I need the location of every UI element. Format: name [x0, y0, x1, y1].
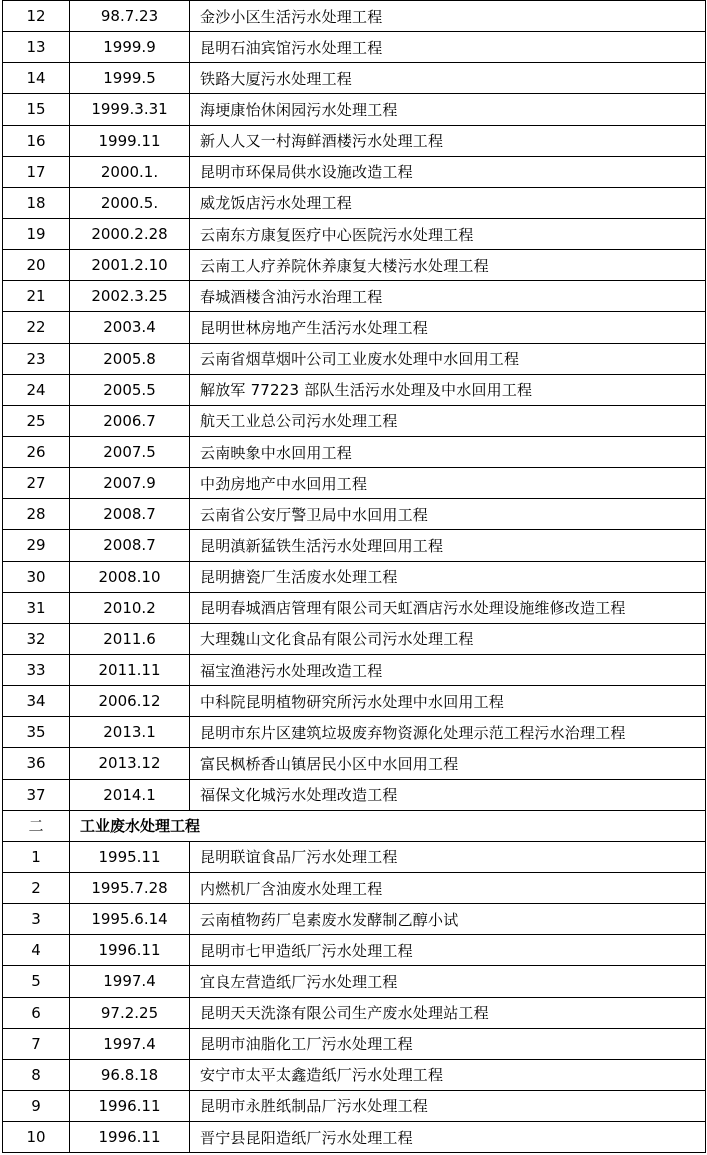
row-date: 1999.3.31 — [70, 94, 190, 125]
table-row — [3, 94, 706, 125]
row-date: 1997.4 — [70, 1028, 190, 1059]
row-number: 2 — [3, 872, 70, 903]
row-number: 36 — [3, 748, 70, 779]
table-row — [3, 872, 706, 903]
row-number: 19 — [3, 218, 70, 249]
row-date: 2006.12 — [70, 686, 190, 717]
row-project-name: 云南映象中水回用工程 — [190, 436, 706, 467]
row-project-name: 新人人又一村海鲜酒楼污水处理工程 — [190, 125, 706, 156]
row-project-name: 宜良左营造纸厂污水处理工程 — [190, 966, 706, 997]
row-date: 2003.4 — [70, 312, 190, 343]
table-row — [3, 530, 706, 561]
row-date: 2000.5. — [70, 187, 190, 218]
table-row — [3, 312, 706, 343]
row-date: 2014.1 — [70, 779, 190, 810]
row-number: 31 — [3, 592, 70, 623]
row-number: 25 — [3, 405, 70, 436]
row-project-name: 晋宁县昆阳造纸厂污水处理工程 — [190, 1122, 706, 1153]
row-project-name: 昆明搪瓷厂生活废水处理工程 — [190, 561, 706, 592]
section-title: 工业废水处理工程 — [70, 810, 706, 841]
row-number: 24 — [3, 374, 70, 405]
row-date: 1995.7.28 — [70, 872, 190, 903]
row-project-name: 春城酒楼含油污水治理工程 — [190, 281, 706, 312]
table-row — [3, 281, 706, 312]
row-project-name: 解放军 77223 部队生活污水处理及中水回用工程 — [190, 374, 706, 405]
row-number: 12 — [3, 1, 70, 32]
row-number: 9 — [3, 1090, 70, 1121]
row-number: 8 — [3, 1059, 70, 1090]
table-row — [3, 125, 706, 156]
row-number: 32 — [3, 623, 70, 654]
row-date: 1999.5 — [70, 63, 190, 94]
row-project-name: 金沙小区生活污水处理工程 — [190, 1, 706, 32]
row-date: 2008.7 — [70, 499, 190, 530]
row-date: 2011.6 — [70, 623, 190, 654]
row-date: 1996.11 — [70, 935, 190, 966]
row-project-name: 昆明春城酒店管理有限公司天虹酒店污水处理设施维修改造工程 — [190, 592, 706, 623]
table-row — [3, 623, 706, 654]
table-row — [3, 218, 706, 249]
row-project-name: 福保文化城污水处理改造工程 — [190, 779, 706, 810]
row-date: 1996.11 — [70, 1090, 190, 1121]
row-project-name: 航天工业总公司污水处理工程 — [190, 405, 706, 436]
row-project-name: 昆明天天洗涤有限公司生产废水处理站工程 — [190, 997, 706, 1028]
row-date: 2008.7 — [70, 530, 190, 561]
table-row — [3, 499, 706, 530]
row-project-name: 昆明联谊食品厂污水处理工程 — [190, 841, 706, 872]
project-table-body — [3, 1, 706, 1153]
table-row — [3, 32, 706, 63]
table-row — [3, 1122, 706, 1153]
row-project-name: 云南工人疗养院休养康复大楼污水处理工程 — [190, 250, 706, 281]
row-number: 35 — [3, 717, 70, 748]
table-row — [3, 841, 706, 872]
table-row — [3, 686, 706, 717]
row-date: 96.8.18 — [70, 1059, 190, 1090]
row-project-name: 昆明市七甲造纸厂污水处理工程 — [190, 935, 706, 966]
table-row — [3, 63, 706, 94]
row-date: 2000.1. — [70, 156, 190, 187]
row-date: 2000.2.28 — [70, 218, 190, 249]
row-number: 26 — [3, 436, 70, 467]
row-project-name: 中科院昆明植物研究所污水处理中水回用工程 — [190, 686, 706, 717]
section-number: 二 — [3, 810, 70, 841]
row-project-name: 昆明市油脂化工厂污水处理工程 — [190, 1028, 706, 1059]
row-number: 18 — [3, 187, 70, 218]
row-date: 2002.3.25 — [70, 281, 190, 312]
row-number: 15 — [3, 94, 70, 125]
row-date: 1997.4 — [70, 966, 190, 997]
row-date: 2007.9 — [70, 468, 190, 499]
row-date: 2013.12 — [70, 748, 190, 779]
row-number: 6 — [3, 997, 70, 1028]
row-number: 29 — [3, 530, 70, 561]
row-date: 2006.7 — [70, 405, 190, 436]
table-row — [3, 561, 706, 592]
row-date: 1996.11 — [70, 1122, 190, 1153]
row-project-name: 安宁市太平太鑫造纸厂污水处理工程 — [190, 1059, 706, 1090]
row-number: 37 — [3, 779, 70, 810]
row-date: 2011.11 — [70, 654, 190, 685]
row-project-name: 富民枫桥香山镇居民小区中水回用工程 — [190, 748, 706, 779]
row-number: 34 — [3, 686, 70, 717]
row-number: 16 — [3, 125, 70, 156]
row-number: 28 — [3, 499, 70, 530]
row-number: 30 — [3, 561, 70, 592]
row-project-name: 云南东方康复医疗中心医院污水处理工程 — [190, 218, 706, 249]
table-row — [3, 592, 706, 623]
row-project-name: 海埂康怡休闲园污水处理工程 — [190, 94, 706, 125]
row-project-name: 大理魏山文化食品有限公司污水处理工程 — [190, 623, 706, 654]
row-project-name: 云南省公安厅警卫局中水回用工程 — [190, 499, 706, 530]
table-row — [3, 717, 706, 748]
row-date: 2008.10 — [70, 561, 190, 592]
row-project-name: 福宝渔港污水处理改造工程 — [190, 654, 706, 685]
row-number: 3 — [3, 904, 70, 935]
row-project-name: 中劲房地产中水回用工程 — [190, 468, 706, 499]
row-project-name: 昆明市环保局供水设施改造工程 — [190, 156, 706, 187]
table-row — [3, 156, 706, 187]
table-row — [3, 343, 706, 374]
table-row — [3, 436, 706, 467]
row-project-name: 铁路大厦污水处理工程 — [190, 63, 706, 94]
row-date: 2010.2 — [70, 592, 190, 623]
table-row — [3, 187, 706, 218]
table-row — [3, 935, 706, 966]
row-date: 2005.5 — [70, 374, 190, 405]
table-row — [3, 997, 706, 1028]
row-number: 21 — [3, 281, 70, 312]
row-date: 1995.11 — [70, 841, 190, 872]
row-number: 7 — [3, 1028, 70, 1059]
table-row — [3, 904, 706, 935]
row-number: 10 — [3, 1122, 70, 1153]
table-row — [3, 405, 706, 436]
table-row — [3, 468, 706, 499]
project-table — [2, 0, 706, 1153]
row-date: 2005.8 — [70, 343, 190, 374]
row-project-name: 昆明石油宾馆污水处理工程 — [190, 32, 706, 63]
row-date: 97.2.25 — [70, 997, 190, 1028]
section-header-row — [3, 810, 706, 841]
row-project-name: 昆明市东片区建筑垃圾废弃物资源化处理示范工程污水治理工程 — [190, 717, 706, 748]
row-date: 2007.5 — [70, 436, 190, 467]
row-date: 1999.9 — [70, 32, 190, 63]
row-number: 23 — [3, 343, 70, 374]
table-row — [3, 1059, 706, 1090]
row-project-name: 昆明市永胜纸制品厂污水处理工程 — [190, 1090, 706, 1121]
row-project-name: 昆明世林房地产生活污水处理工程 — [190, 312, 706, 343]
row-date: 2013.1 — [70, 717, 190, 748]
row-project-name: 昆明滇新猛铁生活污水处理回用工程 — [190, 530, 706, 561]
row-number: 4 — [3, 935, 70, 966]
row-number: 22 — [3, 312, 70, 343]
row-project-name: 内燃机厂含油废水处理工程 — [190, 872, 706, 903]
table-row — [3, 654, 706, 685]
row-number: 20 — [3, 250, 70, 281]
table-row — [3, 779, 706, 810]
row-project-name: 云南省烟草烟叶公司工业废水处理中水回用工程 — [190, 343, 706, 374]
row-number: 1 — [3, 841, 70, 872]
row-number: 5 — [3, 966, 70, 997]
row-date: 2001.2.10 — [70, 250, 190, 281]
table-row — [3, 748, 706, 779]
table-row — [3, 966, 706, 997]
row-number: 14 — [3, 63, 70, 94]
row-date: 1995.6.14 — [70, 904, 190, 935]
row-date: 98.7.23 — [70, 1, 190, 32]
table-row — [3, 1, 706, 32]
table-row — [3, 1090, 706, 1121]
row-project-name: 云南植物药厂皂素废水发酵制乙醇小试 — [190, 904, 706, 935]
table-row — [3, 250, 706, 281]
row-project-name: 威龙饭店污水处理工程 — [190, 187, 706, 218]
row-number: 27 — [3, 468, 70, 499]
table-row — [3, 374, 706, 405]
row-number: 17 — [3, 156, 70, 187]
row-number: 13 — [3, 32, 70, 63]
row-number: 33 — [3, 654, 70, 685]
row-date: 1999.11 — [70, 125, 190, 156]
table-row — [3, 1028, 706, 1059]
